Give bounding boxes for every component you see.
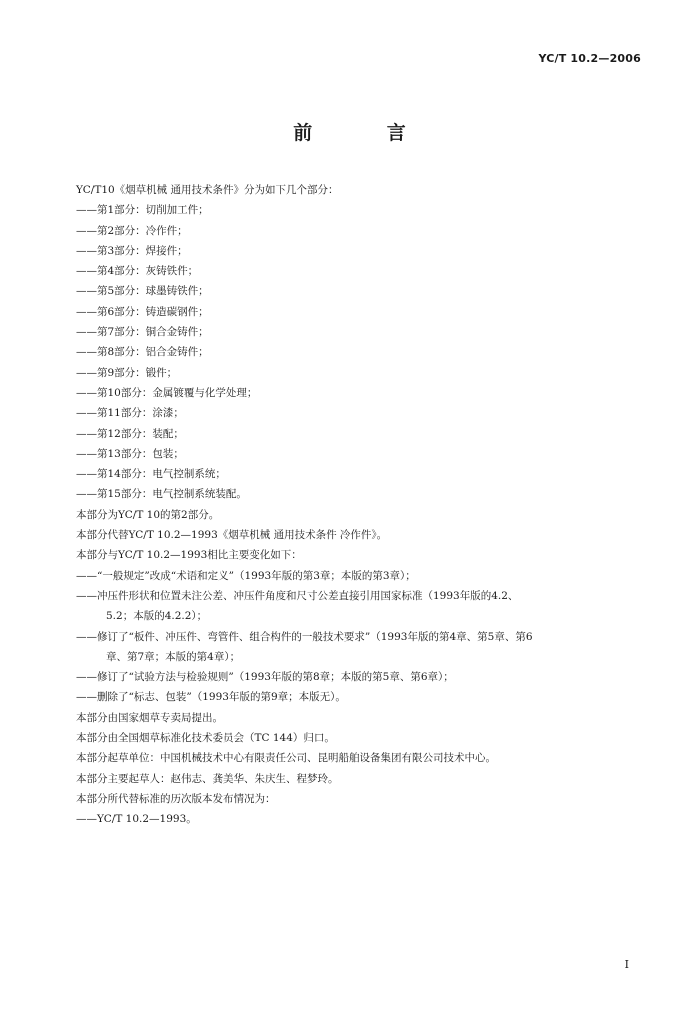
foreword-body: [76, 180, 648, 830]
part-list-item: ——第15部分：电气控制系统装配。: [76, 488, 247, 501]
part-list-item: ——第1部分：切削加工件；: [76, 204, 209, 217]
page-number: I: [624, 958, 629, 971]
change-item: ——删除了“标志、包装”（1993年版的第9章；本版无）。: [76, 691, 346, 704]
part-list-item: ——第8部分：铝合金铸件；: [76, 346, 209, 359]
changes-intro: 本部分与YC/T 10.2—1993相比主要变化如下：: [76, 549, 302, 562]
intro-line: YC/T10《烟草机械 通用技术条件》分为如下几个部分：: [76, 184, 339, 196]
part-list-item: ——第5部分：球墨铸铁件；: [76, 285, 209, 298]
history-intro: 本部分所代替标准的历次版本发布情况为：: [76, 792, 276, 805]
change-item: ——冲压件形状和位置未注公差、冲压件角度和尺寸公差直接引用国家标准（1993年版的4.2、: [76, 589, 519, 602]
part-list-item: ——第7部分：铜合金铸件；: [76, 326, 209, 339]
replaces-statement: 本部分代替YC/T 10.2—1993《烟草机械 通用技术条件 冷作件》。: [76, 529, 388, 542]
page-title: 前 言: [293, 122, 440, 144]
change-item: ——修订了“试验方法与检验规则”（1993年版的第8章；本版的第5章、第6章）；: [76, 671, 454, 684]
part-list-item: ——第4部分：灰铸铁件；: [76, 265, 199, 278]
part-list-item: ——第9部分：锻件；: [76, 366, 178, 379]
part-of-statement: 本部分为YC/T 10的第2部分。: [76, 508, 220, 521]
managed-by: 本部分由全国烟草标准化技术委员会（TC 144）归口。: [76, 732, 335, 745]
part-list-item: ——第14部分：电气控制系统；: [76, 468, 226, 481]
part-list-item: ——第12部分：装配；: [76, 427, 184, 440]
drafting-units: 本部分起草单位：中国机械技术中心有限责任公司、昆明船舶设备集团有限公司技术中心。: [76, 752, 496, 765]
part-list-item: ——第2部分：冷作件；: [76, 224, 188, 237]
proposed-by: 本部分由国家烟草专卖局提出。: [76, 711, 223, 724]
part-list-item: ——第11部分：涂漆；: [76, 407, 184, 420]
part-list-item: ——第13部分：包装；: [76, 447, 184, 460]
standard-code-header: YC/T 10.2—2006: [538, 52, 641, 65]
change-item-continuation: 5.2；本版的4.2.2）；: [106, 610, 208, 623]
part-list-item: ——第6部分：铸造碳钢件；: [76, 305, 209, 318]
change-item: ——“一般规定”改成“术语和定义”（1993年版的第3章；本版的第3章）；: [76, 569, 416, 582]
part-list-item: ——第10部分：金属镀覆与化学处理；: [76, 386, 258, 399]
part-list-item: ——第3部分：焊接件；: [76, 244, 188, 257]
change-item: ——修订了“板件、冲压件、弯管件、组合构件的一般技术要求”（1993年版的第4章、第5章、第6: [76, 630, 533, 643]
drafters: 本部分主要起草人：赵伟志、龚美华、朱庆生、程梦玲。: [76, 772, 339, 785]
history-item: ——YC/T 10.2—1993。: [76, 813, 197, 826]
change-item-continuation: 章、第7章；本版的第4章）；: [106, 650, 241, 663]
